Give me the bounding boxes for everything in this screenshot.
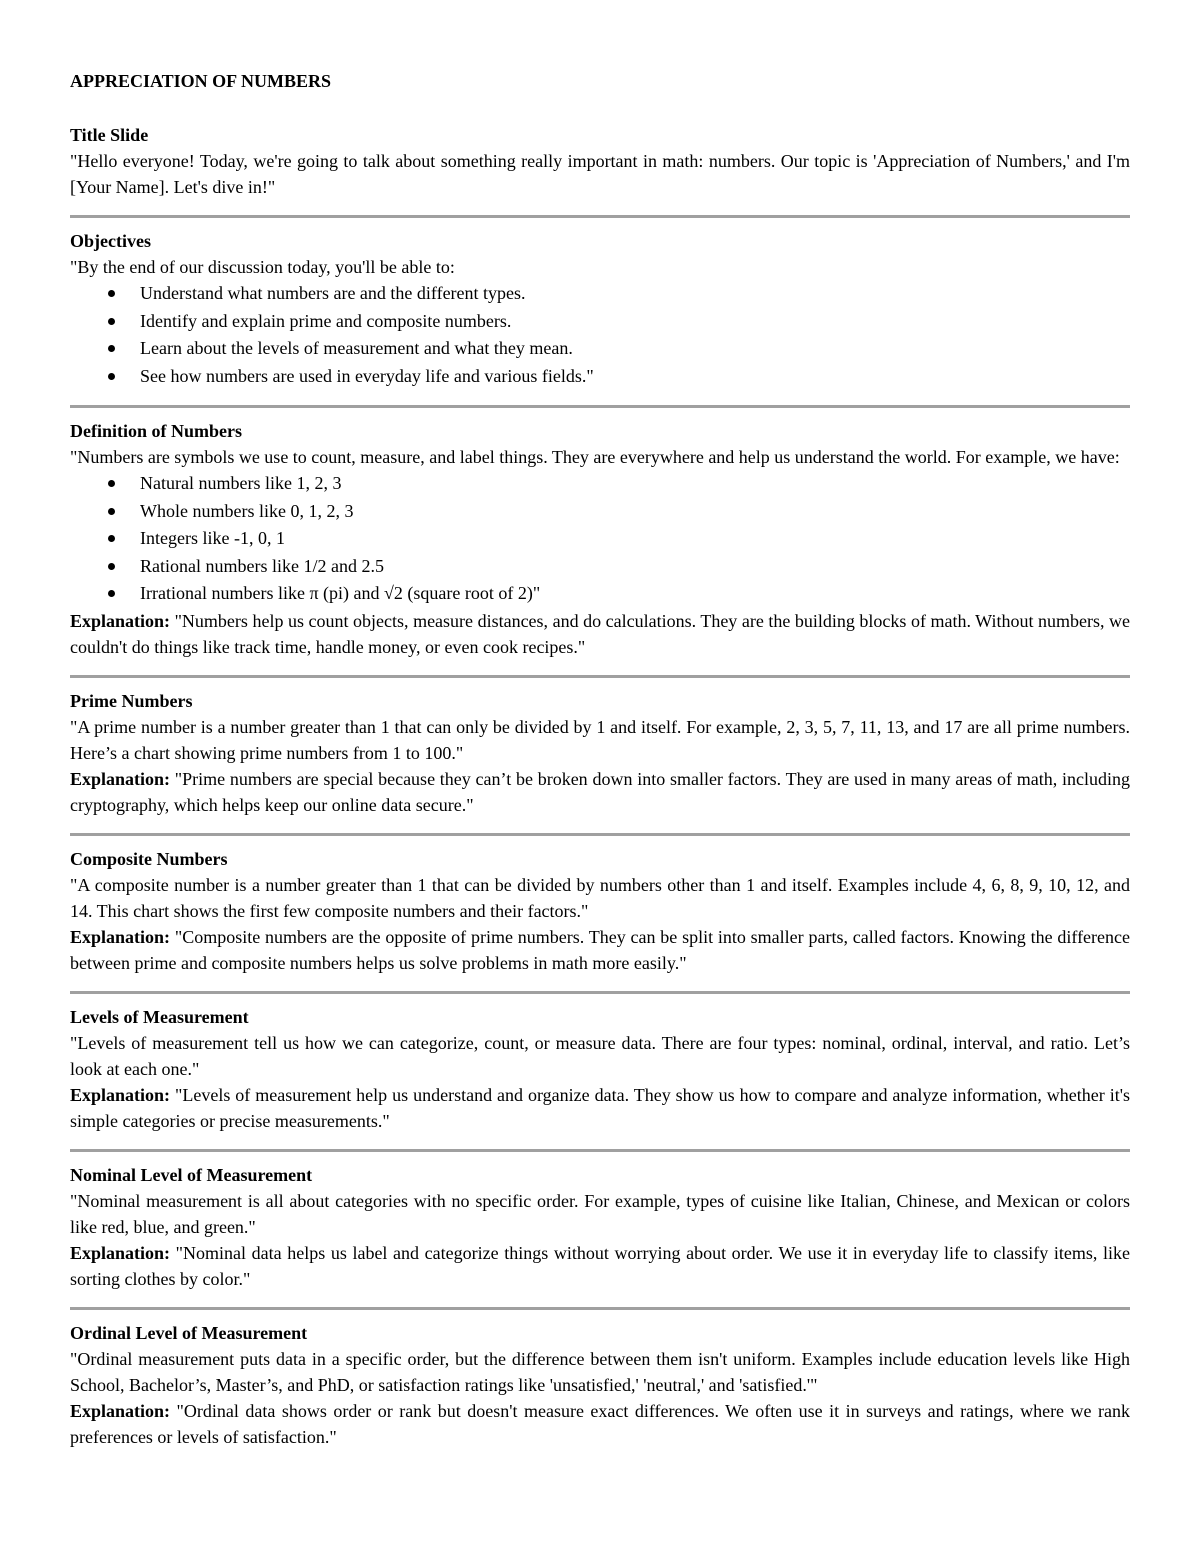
explanation-text: "Levels of measurement help us understand and organize data. They show us how to compare and analyze information, whether it's simple categories or precise measurements." xyxy=(70,1084,1130,1131)
section-text: "Hello everyone! Today, we're going to talk about something really important in math: numbers. Our topic is 'Appreciation of Numbers,' and I'm [Your Name]. Let's dive in!" xyxy=(70,151,1130,197)
section-heading: Definition of Numbers xyxy=(70,421,242,441)
section-divider xyxy=(70,991,1130,994)
explanation-label: Explanation: xyxy=(70,610,171,631)
section-prime xyxy=(70,688,1130,818)
section-text: "A composite number is a number greater than 1 that can be divided by numbers other than 1 and itself. Examples include 4, 6, 8, 9, 10, 12, and 14. This chart shows the first few composite numbers and their factors." xyxy=(70,874,1130,921)
list-item: Irrational numbers like π (pi) and √2 (square root of 2)" xyxy=(140,580,1130,608)
explanation-label: Explanation: xyxy=(70,768,171,789)
explanation-paragraph xyxy=(70,1398,1130,1450)
number-types-list xyxy=(70,470,1130,608)
section-text: "Nominal measurement is all about categories with no specific order. For example, types of cuisine like Italian, Chinese, and Mexican or colors like red, blue, and green." xyxy=(70,1190,1130,1237)
section-divider xyxy=(70,833,1130,836)
section-divider xyxy=(70,675,1130,678)
list-item: Learn about the levels of measurement and what they mean. xyxy=(140,335,1130,363)
section-text: "A prime number is a number greater than 1 that can only be divided by 1 and itself. For example, 2, 3, 5, 7, 11, 13, and 17 are all prime numbers. Here’s a chart showing prime numbers from 1 to 100." xyxy=(70,716,1130,763)
explanation-label: Explanation: xyxy=(70,926,171,947)
section-title-slide xyxy=(70,122,1130,200)
explanation-paragraph xyxy=(70,1240,1130,1292)
section-heading: Objectives xyxy=(70,231,151,251)
section-text: "Ordinal measurement puts data in a specific order, but the difference between them isn't uniform. Examples include education levels like High School, Bachelor’s, Master’s, and PhD, or satisfaction ratings like 'unsatisfied,' 'neutral,' and 'satisfied.'" xyxy=(70,1348,1130,1395)
section-ordinal xyxy=(70,1320,1130,1450)
explanation-paragraph xyxy=(70,766,1130,818)
section-heading: Title Slide xyxy=(70,125,149,145)
explanation-text: "Ordinal data shows order or rank but doesn't measure exact differences. We often use it in surveys and ratings, where we rank preferences or levels of satisfaction." xyxy=(70,1400,1131,1447)
section-divider xyxy=(70,1149,1130,1152)
explanation-label: Explanation: xyxy=(70,1084,171,1105)
section-heading: Prime Numbers xyxy=(70,690,193,711)
section-definition xyxy=(70,418,1130,660)
section-intro: "Numbers are symbols we use to count, measure, and label things. They are everywhere and help us understand the world. For example, we have: xyxy=(70,447,1120,467)
explanation-label: Explanation: xyxy=(70,1400,171,1421)
section-composite xyxy=(70,846,1130,976)
section-divider xyxy=(70,405,1130,408)
explanation-text: "Composite numbers are the opposite of prime numbers. They can be split into smaller parts, called factors. Knowing the difference between prime and composite numbers helps us solve problems in math more easily." xyxy=(70,926,1131,973)
explanation-paragraph xyxy=(70,608,1130,660)
explanation-paragraph xyxy=(70,1082,1130,1134)
section-heading: Levels of Measurement xyxy=(70,1006,249,1027)
list-item: See how numbers are used in everyday life and various fields." xyxy=(140,363,1130,391)
objectives-list xyxy=(70,280,1130,390)
section-levels xyxy=(70,1004,1130,1134)
section-nominal xyxy=(70,1162,1130,1292)
section-text: "Levels of measurement tell us how we can categorize, count, or measure data. There are four types: nominal, ordinal, interval, and ratio. Let’s look at each one." xyxy=(70,1032,1130,1079)
explanation-paragraph xyxy=(70,924,1130,976)
section-divider xyxy=(70,215,1130,218)
list-item: Natural numbers like 1, 2, 3 xyxy=(140,470,1130,498)
section-intro: "By the end of our discussion today, you'll be able to: xyxy=(70,257,455,277)
explanation-text: "Numbers help us count objects, measure distances, and do calculations. They are the building blocks of math. Without numbers, we couldn't do things like track time, handle money, or even cook recipes." xyxy=(70,610,1130,657)
list-item: Integers like -1, 0, 1 xyxy=(140,525,1130,553)
section-heading: Ordinal Level of Measurement xyxy=(70,1322,308,1343)
list-item: Identify and explain prime and composite numbers. xyxy=(140,308,1130,336)
list-item: Whole numbers like 0, 1, 2, 3 xyxy=(140,498,1130,526)
explanation-label: Explanation: xyxy=(70,1242,171,1263)
section-objectives xyxy=(70,228,1130,390)
section-heading: Composite Numbers xyxy=(70,848,228,869)
explanation-text: "Prime numbers are special because they can’t be broken down into smaller factors. They are used in many areas of math, including cryptography, which helps keep our online data secure." xyxy=(70,768,1131,815)
list-item: Rational numbers like 1/2 and 2.5 xyxy=(140,553,1130,581)
section-divider xyxy=(70,1307,1130,1310)
list-item: Understand what numbers are and the different types. xyxy=(140,280,1130,308)
document-title: APPRECIATION OF NUMBERS xyxy=(70,71,332,91)
explanation-text: "Nominal data helps us label and categorize things without worrying about order. We use it in everyday life to classify items, like sorting clothes by color." xyxy=(70,1242,1130,1289)
section-heading: Nominal Level of Measurement xyxy=(70,1164,313,1185)
